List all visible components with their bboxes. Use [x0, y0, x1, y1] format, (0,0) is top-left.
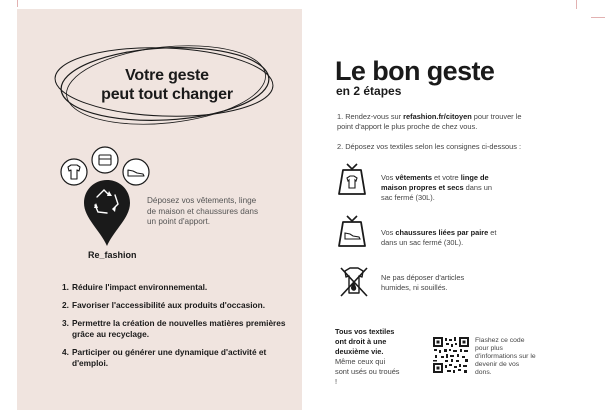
- footer-text: Même ceux qui sont usés ou troués !: [335, 357, 400, 386]
- step-2: 2. Déposez vos textiles selon les consignes ci-dessous :: [337, 142, 522, 151]
- list-item: 3. Permettre la création de nouvelles matières premières grâce au recyclage.: [62, 318, 286, 339]
- refashion-link[interactable]: refashion.fr/citoyen: [403, 112, 472, 121]
- shoes-instruction: Vos chaussures liées par paire et dans un sac fermé (30L).: [381, 228, 497, 247]
- wet-items-warning: Ne pas déposer d'articles humides, ni souillés.: [381, 273, 465, 292]
- qr-caption: Flashez ce code pour plus d'informations sur le devenir de vos dons.: [475, 337, 536, 376]
- crop-mark: [17, 0, 18, 7]
- headline-line-1: Votre geste: [125, 67, 209, 84]
- list-item: 4. Participer ou générer une dynamique d'activité et d'emploi.: [62, 347, 267, 368]
- footer-bold: Tous vos textiles ont droit à une deuxième vie.: [335, 327, 395, 356]
- step-1: 1. Rendez-vous sur refashion.fr/citoyen pour trouver le point d'apport le plus proche de chez vous.: [337, 112, 522, 131]
- page-subtitle: en 2 étapes: [336, 84, 402, 98]
- brand-label: Re_fashion: [88, 250, 137, 260]
- shoes-bag-icon: [336, 212, 368, 250]
- clothes-bag-icon: [336, 160, 368, 198]
- crop-mark: [591, 17, 605, 18]
- page-title: Le bon geste: [335, 56, 495, 86]
- headline: [72, 66, 262, 104]
- no-wet-items-icon: [338, 265, 370, 299]
- clothes-instruction: Vos vêtements et votre linge de maison propres et secs dans un sac fermé (30L).: [381, 173, 492, 202]
- drop-off-instructions: Déposez vos vêtements, linge de maison et chaussures dans un point d'apport.: [147, 196, 259, 226]
- list-item: 1. Réduire l'impact environnemental.: [62, 282, 208, 292]
- headline-line-2: peut tout changer: [101, 86, 233, 103]
- map-pin-icon: [82, 178, 132, 248]
- benefits-list: [62, 282, 297, 376]
- linen-icon: [91, 146, 119, 174]
- list-item: 2. Favoriser l'accessibilité aux produits d'occasion.: [62, 300, 265, 310]
- footer-note: [335, 327, 400, 387]
- qr-code[interactable]: [433, 337, 469, 373]
